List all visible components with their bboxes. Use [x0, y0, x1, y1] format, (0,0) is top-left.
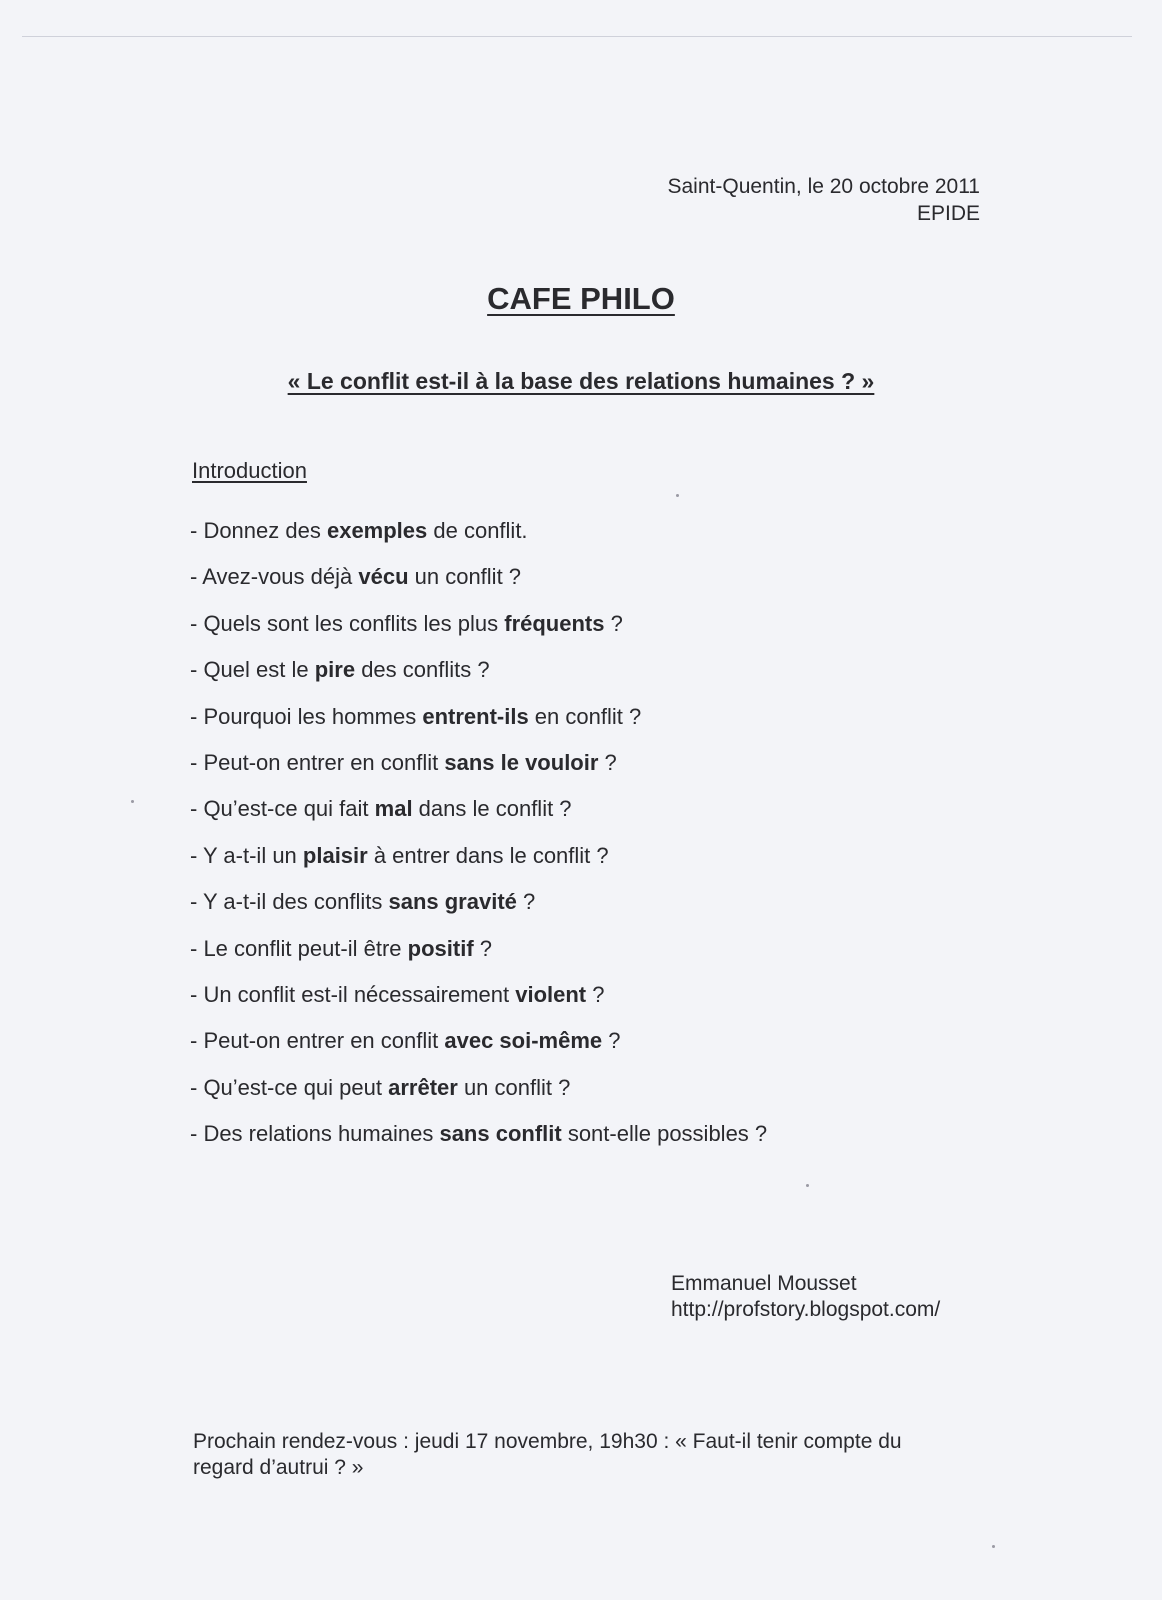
question-item: - Peut-on entrer en conflit sans le vouloir ? [190, 749, 617, 775]
question-item: - Qu’est-ce qui fait mal dans le conflit ? [190, 796, 572, 822]
question-item: - Le conflit peut-il être positif ? [190, 935, 493, 961]
scan-speck [131, 800, 134, 803]
question-item: - Y a-t-il des conflits sans gravité ? [190, 889, 536, 915]
question-list [190, 516, 767, 1165]
next-meeting [193, 1429, 993, 1481]
question-item: - Un conflit est-il nécessairement violent ? [190, 981, 605, 1007]
subtitle-text: « Le conflit est-il à la base des relations humaines ? » [287, 368, 875, 394]
question-item: - Avez-vous déjà vécu un conflit ? [190, 564, 522, 590]
question-item: - Qu’est-ce qui peut arrêter un conflit ? [190, 1074, 571, 1100]
author-name: Emmanuel Mousset [671, 1272, 857, 1295]
next-meeting-line-1: Prochain rendez-vous : jeudi 17 novembre, 19h30 : « Faut-il tenir compte du [193, 1430, 902, 1453]
signature [671, 1271, 940, 1323]
question-item: - Donnez des exemples de conflit. [190, 518, 528, 543]
page-title-text: CAFE PHILO [487, 281, 675, 316]
place-date: Saint-Quentin, le 20 octobre 2011 [667, 175, 980, 198]
subtitle [0, 368, 1162, 396]
question-item: - Quels sont les conflits les plus fréquents ? [190, 610, 623, 636]
next-meeting-line-2: regard d’autrui ? » [193, 1456, 364, 1479]
question-item: - Peut-on entrer en conflit avec soi-même ? [190, 1028, 621, 1054]
question-item: - Y a-t-il un plaisir à entrer dans le conflit ? [190, 842, 609, 868]
question-item: - Quel est le pire des conflits ? [190, 657, 490, 683]
paper-edge [22, 36, 1132, 37]
scan-speck [992, 1545, 995, 1548]
author-url: http://profstory.blogspot.com/ [671, 1298, 941, 1321]
question-item: - Pourquoi les hommes entrent-ils en conflit ? [190, 703, 642, 729]
section-heading: Introduction [192, 458, 307, 483]
scan-speck [806, 1184, 809, 1187]
header-block [668, 173, 981, 227]
question-item: - Des relations humaines sans conflit sont-elle possibles ? [190, 1121, 768, 1147]
page-title [0, 280, 1162, 317]
organization: EPIDE [916, 202, 980, 225]
scan-speck [676, 494, 679, 497]
